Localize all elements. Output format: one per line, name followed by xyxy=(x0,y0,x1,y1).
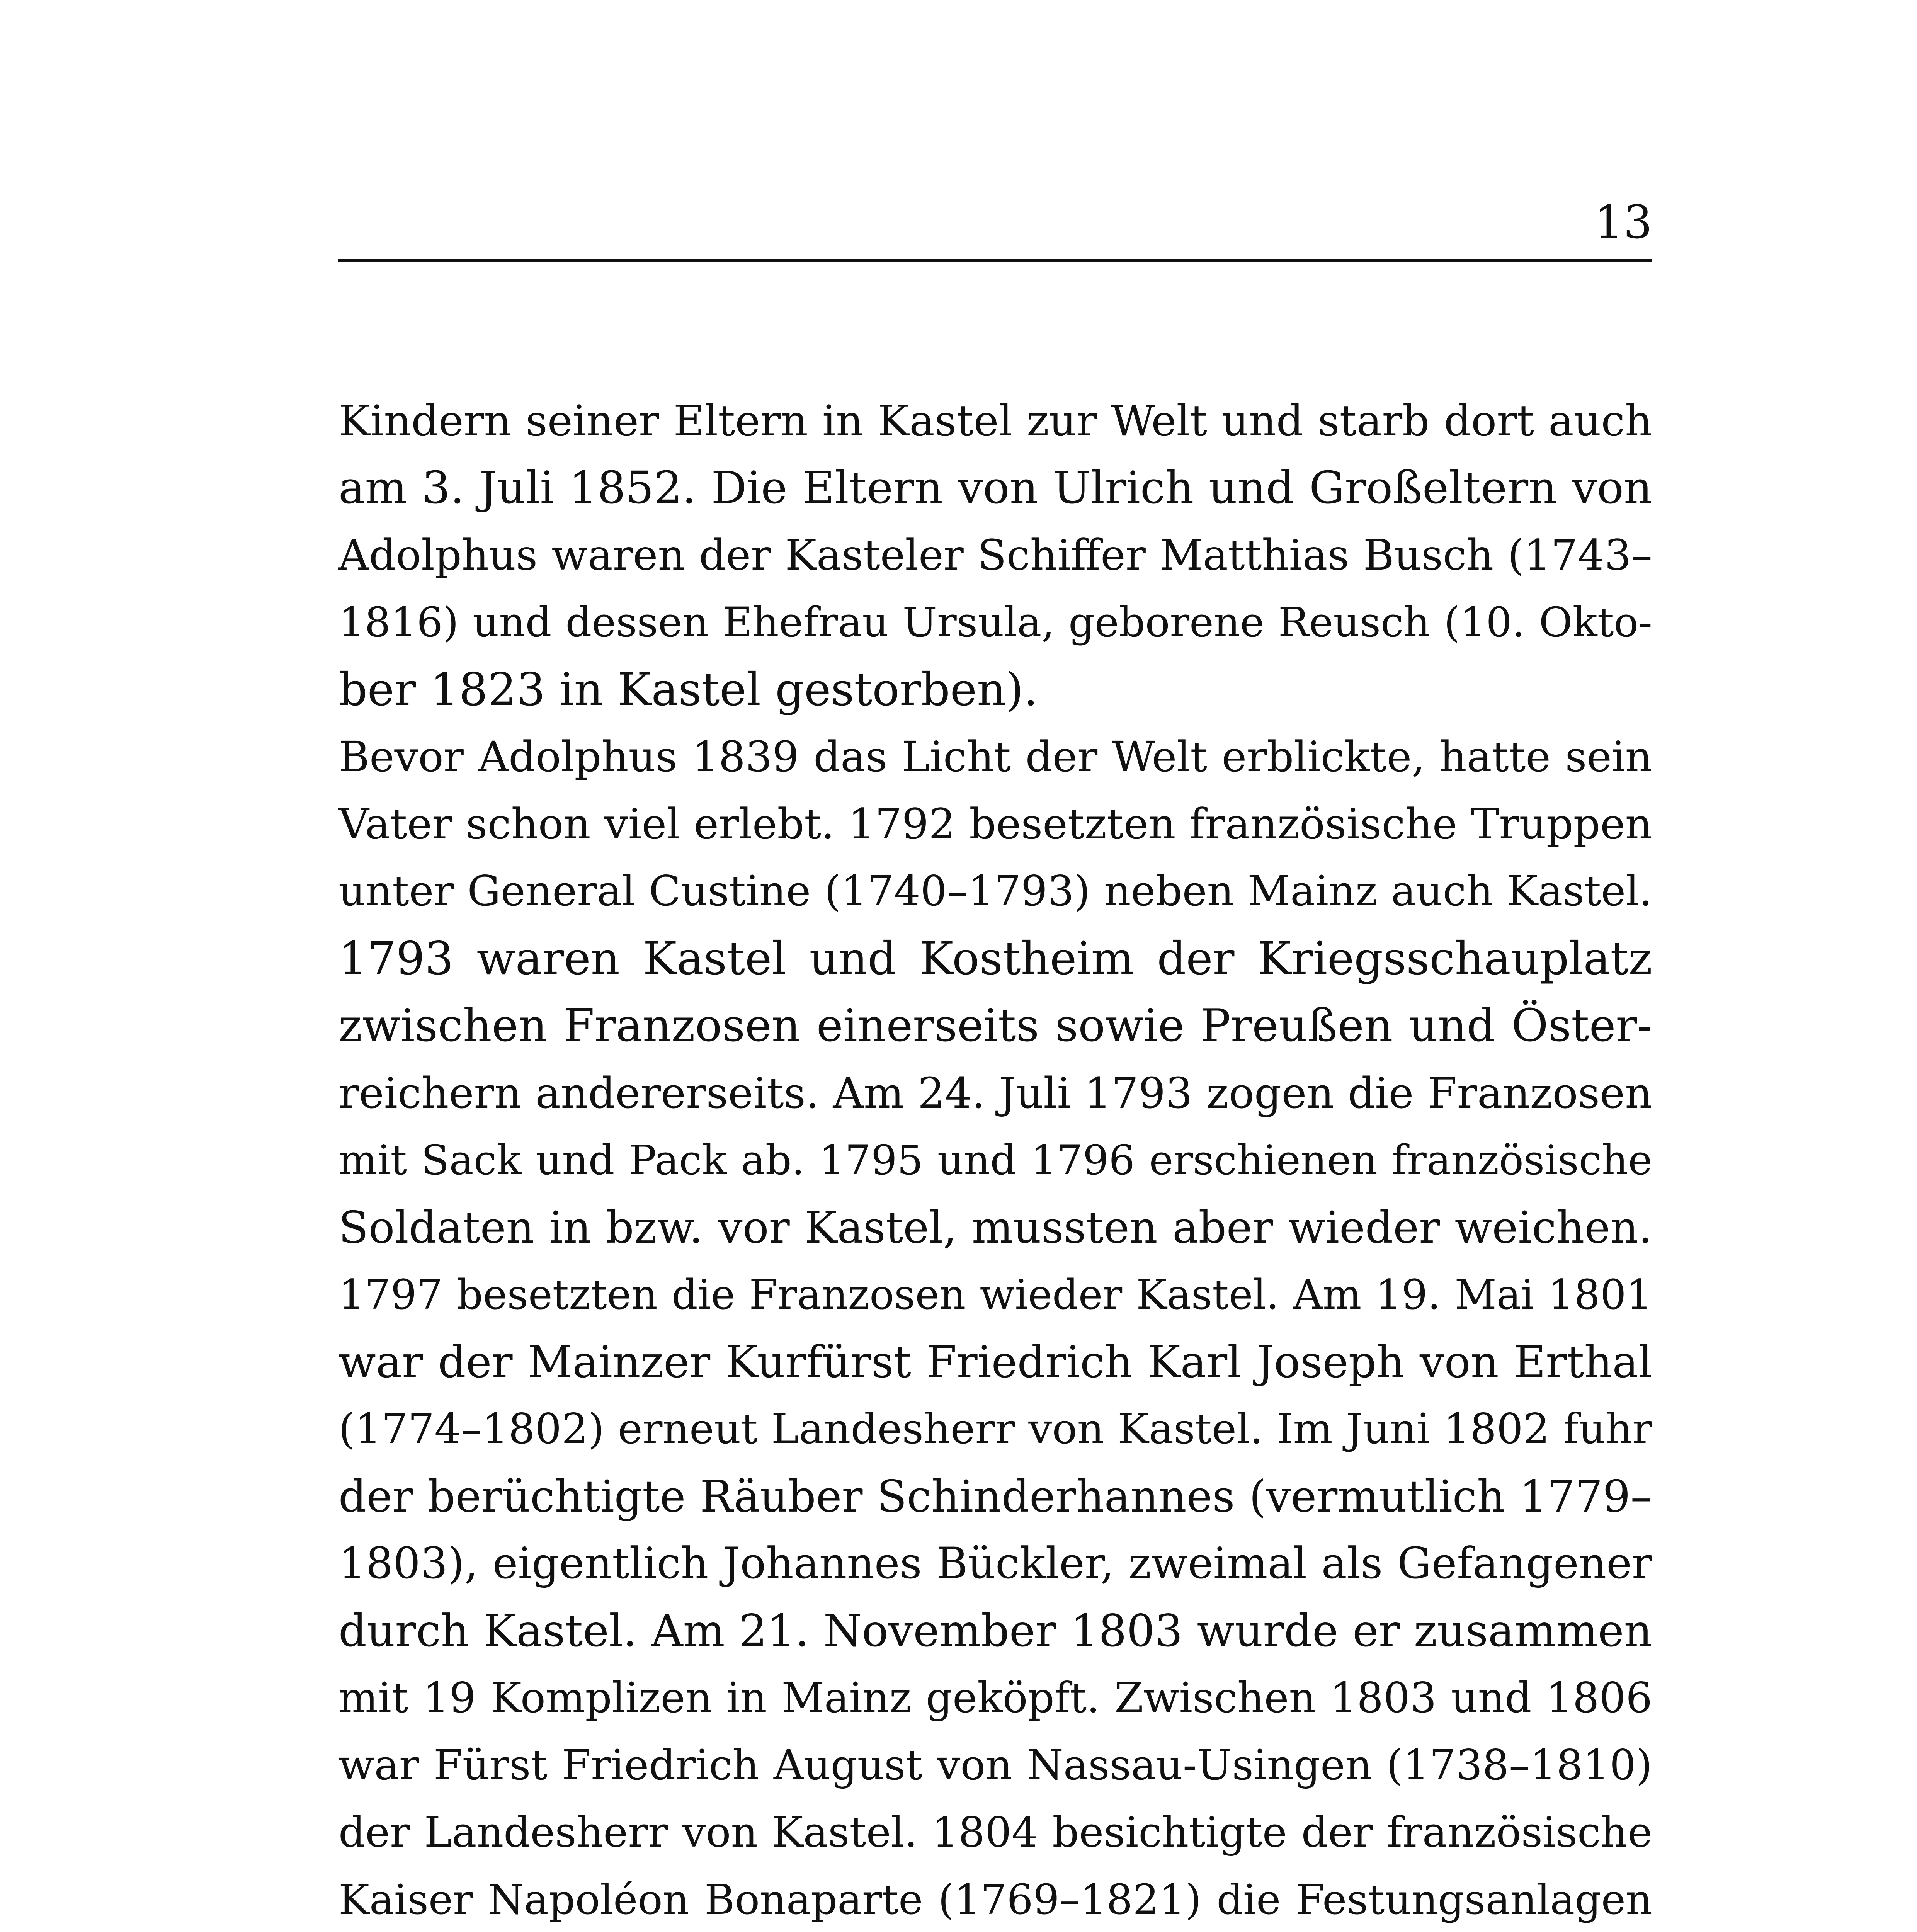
text-line: Soldaten in bzw. vor Kastel, mussten aber wieder weichen. xyxy=(338,1202,1652,1253)
text-line: 1797 besetzten die Franzosen wieder Kastel. Am 19. Mai 1801 xyxy=(338,1271,1652,1318)
text-line: Vater schon viel erlebt. 1792 besetzten französische Truppen xyxy=(338,799,1652,849)
text-line: Bevor Adolphus 1839 das Licht der Welt erblickte, hatte sein xyxy=(338,732,1652,781)
text-line: Kaiser Napoléon Bonaparte (1769–1821) die Festungsanlagen xyxy=(338,1876,1652,1924)
text-line: 1803), eigentlich Johannes Bückler, zweimal als Gefangener xyxy=(338,1539,1652,1588)
text-line: war Fürst Friedrich August von Nassau-Usingen (1738–1810) xyxy=(338,1741,1652,1789)
text-line: am 3. Juli 1852. Die Eltern von Ulrich und Großeltern von xyxy=(338,462,1652,514)
text-line: zwischen Franzosen einerseits sowie Preußen und Öster- xyxy=(338,1000,1652,1052)
text-line: mit Sack und Pack ab. 1795 und 1796 erschienen französische xyxy=(338,1136,1652,1184)
text-line: Kindern seiner Eltern in Kastel zur Welt und starb dort auch xyxy=(338,396,1652,446)
text-line: ber 1823 in Kastel gestorben). xyxy=(338,663,1038,716)
text-line: (1774–1802) erneut Landesherr von Kastel. Im Juni 1802 fuhr xyxy=(338,1405,1652,1453)
body-text xyxy=(338,387,1652,1932)
page-number: 13 xyxy=(1594,196,1652,249)
text-line: der berüchtigte Räuber Schinderhannes (vermutlich 1779– xyxy=(338,1471,1652,1522)
text-line: durch Kastel. Am 21. November 1803 wurde er zusammen xyxy=(338,1605,1652,1656)
text-line: 1793 waren Kastel und Kostheim der Kriegsschauplatz xyxy=(338,932,1652,985)
text-line: Adolphus waren der Kasteler Schiffer Matthias Busch (1743– xyxy=(338,531,1652,580)
text-line: 1816) und dessen Ehefrau Ursula, geborene Reusch (10. Okto- xyxy=(338,599,1652,646)
text-line: reichern andererseits. Am 24. Juli 1793 zogen die Franzosen xyxy=(338,1068,1652,1118)
text-line: war der Mainzer Kurfürst Friedrich Karl Joseph von Erthal xyxy=(338,1337,1652,1388)
text-line: mit 19 Komplizen in Mainz geköpft. Zwischen 1803 und 1806 xyxy=(338,1674,1652,1722)
header-rule xyxy=(338,259,1652,262)
text-line: unter General Custine (1740–1793) neben Mainz auch Kastel. xyxy=(338,867,1652,915)
text-line: der Landesherr von Kastel. 1804 besichtigte der französische xyxy=(338,1808,1652,1857)
